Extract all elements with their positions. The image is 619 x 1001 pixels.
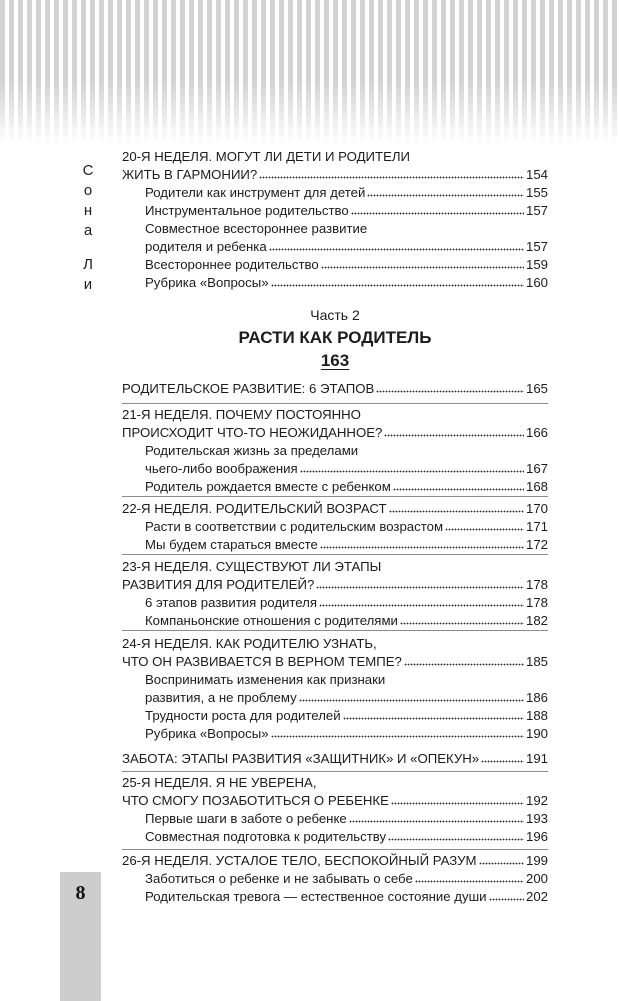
toc-entry-text: ЖИТЬ В ГАРМОНИИ? [122, 167, 258, 182]
toc-page: 178 [525, 577, 548, 592]
toc-entry-text: 22-Я НЕДЕЛЯ. РОДИТЕЛЬСКИЙ ВОЗРАСТ [122, 501, 387, 516]
toc-entry [122, 750, 548, 768]
toc-entry-text: Родительская тревога — естественное состояние души [145, 889, 487, 904]
page-number: 8 [75, 882, 86, 904]
toc-page: 155 [525, 185, 548, 200]
dot-leader [391, 801, 524, 806]
toc-subentry [145, 256, 548, 274]
toc-entry-text: 23-Я НЕДЕЛЯ. СУЩЕСТВУЮТ ЛИ ЭТАПЫ [122, 559, 382, 574]
toc-page: 168 [525, 479, 548, 494]
toc-entry [122, 792, 548, 810]
toc-page: 157 [525, 239, 548, 254]
toc-entry-text: ЧТО СМОГУ ПОЗАБОТИТЬСЯ О РЕБЕНКЕ [122, 793, 389, 808]
toc-entry-text: Рубрика «Вопросы» [145, 726, 269, 741]
toc-entry-text: 20-Я НЕДЕЛЯ. МОГУТ ЛИ ДЕТИ И РОДИТЕЛИ [122, 149, 411, 164]
toc-entry-text: Совместная подготовка к родительству [145, 829, 387, 844]
toc-subentry [145, 707, 548, 725]
toc-page: 166 [525, 425, 548, 440]
toc-subentry [145, 536, 548, 554]
toc-entry-text: Родители как инструмент для детей [145, 185, 366, 200]
toc-subentry [145, 274, 548, 292]
toc-page: 196 [525, 829, 548, 844]
toc-subentry [145, 594, 548, 612]
side-letter: С [82, 162, 94, 179]
toc-page: 185 [525, 654, 548, 669]
dot-leader [349, 819, 524, 824]
dot-leader [479, 861, 524, 866]
toc-page: 160 [525, 275, 548, 290]
dot-leader [389, 509, 524, 514]
section-divider [122, 849, 548, 850]
author-side-label [76, 148, 100, 300]
toc-entry-text: РАЗВИТИЯ ДЛЯ РОДИТЕЛЕЙ? [122, 577, 315, 592]
toc-entry-text: родителя и ребенка [145, 239, 267, 254]
dot-leader [300, 469, 524, 474]
toc-page: 191 [525, 751, 548, 766]
dot-leader [269, 247, 524, 252]
toc-subentry [145, 202, 548, 220]
dot-leader [367, 193, 524, 198]
toc-entry-text: Расти в соответствии с родительским возрастом [145, 519, 444, 534]
toc-subentry [145, 238, 548, 256]
dot-leader [259, 175, 524, 180]
dot-leader [481, 759, 524, 764]
dot-leader [316, 585, 524, 590]
toc-entry-text: Инструментальное родительство [145, 203, 349, 218]
toc-entry [122, 500, 548, 518]
dot-leader [384, 433, 524, 438]
dot-leader [319, 603, 524, 608]
toc-subentry [145, 870, 548, 888]
author-name-vertical [83, 161, 94, 295]
toc-entry-text: Трудности роста для родителей [145, 708, 341, 723]
side-letter: о [83, 182, 93, 199]
dot-leader [393, 487, 524, 492]
toc-page: 186 [525, 690, 548, 705]
dot-leader [415, 879, 524, 884]
toc-page: 188 [525, 708, 548, 723]
toc-entry [122, 380, 548, 398]
striped-header-decoration [0, 0, 619, 145]
toc-entry-text: Рубрика «Вопросы» [145, 275, 269, 290]
toc-entry-text: Родитель рождается вместе с ребенком [145, 479, 391, 494]
toc-entry [122, 424, 548, 442]
toc-subentry [145, 828, 548, 846]
dot-leader [376, 389, 524, 394]
side-letter: и [83, 276, 93, 293]
toc-page: 159 [525, 257, 548, 272]
side-letter: Л [83, 256, 93, 273]
toc-entry [122, 852, 548, 870]
toc-page: 165 [525, 381, 548, 396]
toc-subentry [145, 725, 548, 743]
toc-page: 182 [525, 613, 548, 628]
dot-leader [271, 734, 524, 739]
dot-leader [388, 837, 524, 842]
toc-entry [122, 166, 548, 184]
toc-page: 167 [525, 461, 548, 476]
toc-entry-text: Воспринимать изменения как признаки [145, 672, 386, 687]
toc-entry-text: Всестороннее родительство [145, 257, 319, 272]
side-letter: н [83, 202, 93, 219]
toc-entry-text: Компаньонские отношения с родителями [145, 613, 398, 628]
toc-entry-text: ЧТО ОН РАЗВИВАЕТСЯ В ВЕРНОМ ТЕМПЕ? [122, 654, 402, 669]
dot-leader [445, 527, 524, 532]
toc-page: 157 [525, 203, 548, 218]
toc-entry-text: Первые шаги в заботе о ребенке [145, 811, 347, 826]
toc-entry-text: чьего-либо воображения [145, 461, 298, 476]
toc-entry-text: 24-Я НЕДЕЛЯ. КАК РОДИТЕЛЮ УЗНАТЬ, [122, 636, 377, 651]
dot-leader [320, 545, 524, 550]
toc-entry-text: 21-Я НЕДЕЛЯ. ПОЧЕМУ ПОСТОЯННО [122, 407, 361, 422]
toc-entry-text: Совместное всестороннее развитие [145, 221, 368, 236]
dot-leader [321, 265, 524, 270]
part-title: РАСТИ КАК РОДИТЕЛЬ [238, 328, 432, 347]
toc-subentry [145, 518, 548, 536]
toc-page: 193 [525, 811, 548, 826]
toc-entry-text: развития, а не проблему [145, 690, 297, 705]
toc-subentry [145, 689, 548, 707]
toc-subentry [145, 460, 548, 478]
toc-entry-text: Мы будем стараться вместе [145, 537, 318, 552]
dot-leader [343, 716, 524, 721]
toc-entry-text: 26-Я НЕДЕЛЯ. УСТАЛОЕ ТЕЛО, БЕСПОКОЙНЫЙ РАЗУМ [122, 853, 477, 868]
toc-entry-text: ПРОИСХОДИТ ЧТО-ТО НЕОЖИДАННОЕ? [122, 425, 383, 440]
section-divider [122, 496, 548, 497]
part-label: Часть 2 [310, 307, 360, 323]
toc-entry-text: Родительская жизнь за пределами [145, 443, 359, 458]
toc-page: 172 [525, 537, 548, 552]
dot-leader [271, 283, 524, 288]
toc-entry-text: РОДИТЕЛЬСКОЕ РАЗВИТИЕ: 6 ЭТАПОВ [122, 381, 375, 396]
dot-leader [489, 897, 524, 902]
section-divider [122, 554, 548, 555]
toc-entry-text: ЗАБОТА: ЭТАПЫ РАЗВИТИЯ «ЗАЩИТНИК» И «ОПЕКУН» [122, 751, 480, 766]
side-letter: а [83, 222, 93, 239]
dot-leader [404, 662, 524, 667]
toc-subentry [145, 810, 548, 828]
toc-page: 202 [525, 889, 548, 904]
toc-page: 192 [525, 793, 548, 808]
page-number-tab [60, 872, 101, 1001]
toc-page: 199 [525, 853, 548, 868]
part-page: 163 [320, 351, 350, 370]
dot-leader [299, 698, 524, 703]
toc-page: 170 [525, 501, 548, 516]
toc-page: 154 [525, 167, 548, 182]
section-divider [122, 630, 548, 631]
toc-entry [122, 576, 548, 594]
toc-page: 178 [525, 595, 548, 610]
toc-subentry [145, 612, 548, 630]
toc-page: 171 [525, 519, 548, 534]
section-divider [122, 771, 548, 772]
toc-entry-text: 6 этапов развития родителя [145, 595, 318, 610]
toc-page: 200 [525, 871, 548, 886]
toc-subentry [145, 888, 548, 906]
toc-entry-text: Заботиться о ребенке и не забывать о себе [145, 871, 413, 886]
section-divider [122, 403, 548, 404]
toc-entry [122, 653, 548, 671]
toc-entry-text: 25-Я НЕДЕЛЯ. Я НЕ УВЕРЕНА, [122, 775, 317, 790]
toc-subentry [145, 184, 548, 202]
dot-leader [400, 621, 524, 626]
toc-subentry [145, 478, 548, 496]
toc-page: 190 [525, 726, 548, 741]
dot-leader [351, 211, 524, 216]
